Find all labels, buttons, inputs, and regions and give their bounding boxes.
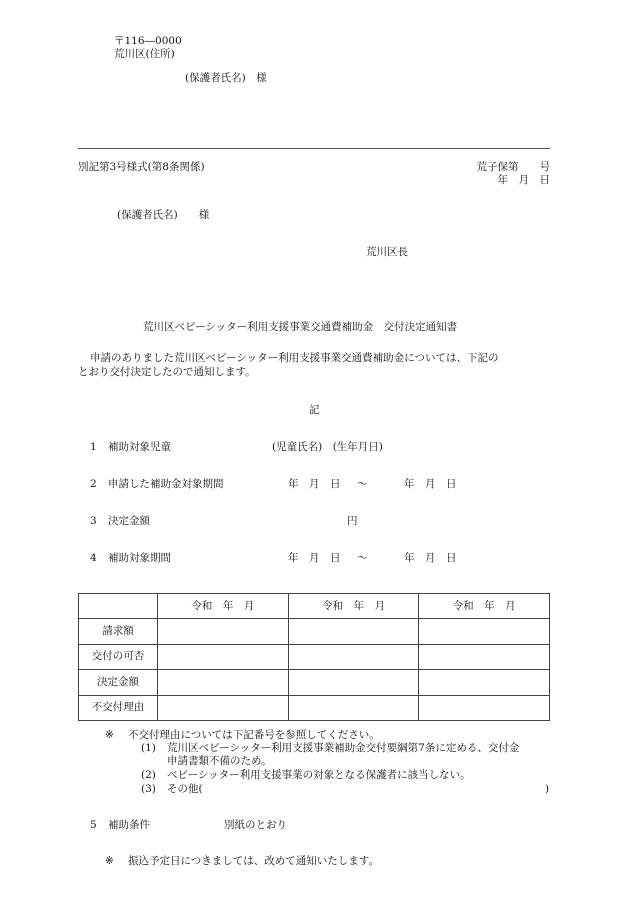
- note-1-line-1: 荒川区ベビーシッター利用支援事業補助金交付要綱第7条に定める、交付金: [167, 742, 520, 754]
- table-cell: [419, 644, 550, 669]
- item-4-label: 補助対象期間: [108, 552, 171, 564]
- item-2-to-date: 年 月 日: [404, 478, 457, 490]
- item-2-number: 2: [90, 478, 97, 490]
- row-label-claim-amount: 請求額: [79, 619, 158, 644]
- form-number: 別記第3号様式(第8条関係): [78, 161, 205, 173]
- table-row: [79, 695, 550, 720]
- item-3-number: 3: [90, 515, 97, 527]
- table-row: [79, 619, 550, 644]
- item-2-tilde: ～: [357, 478, 368, 490]
- document-title: 荒川区ベビーシッター利用支援事業交通費補助金 交付決定通知書: [143, 321, 458, 333]
- note-intro: 不交付理由については下記番号を参照してください。: [128, 729, 380, 741]
- note-3-line-1: その他(: [167, 783, 203, 795]
- table-row: [79, 670, 550, 695]
- table-cell: [158, 619, 289, 644]
- item-2-from-date: 年 月 日: [288, 478, 341, 490]
- note-1-number: (1): [141, 742, 156, 754]
- postal-code: 〒116―0000: [114, 35, 182, 47]
- item-4-number: 4: [90, 552, 97, 564]
- item-3-label: 決定金額: [108, 515, 150, 527]
- table-cell: [288, 619, 419, 644]
- table-header-row: [79, 594, 550, 619]
- table-column-header: 令和 年 月: [419, 594, 550, 619]
- table-cell: [288, 670, 419, 695]
- intro-line-2: とおり交付決定したので通知します。: [78, 366, 256, 378]
- document-number: 荒子保第 号: [476, 161, 550, 173]
- table-row: [79, 644, 550, 669]
- divider-line: [78, 148, 550, 149]
- row-label-rejection-reason: 不交付理由: [79, 695, 158, 720]
- table-cell: [158, 644, 289, 669]
- item-1-number: 1: [90, 441, 97, 453]
- note-2-line-1: ベビーシッター利用支援事業の対象となる保護者に該当しない。: [167, 769, 471, 781]
- table-cell: [288, 644, 419, 669]
- note-3-number: (3): [141, 783, 156, 795]
- row-label-approval: 交付の可否: [79, 644, 158, 669]
- intro-line-1: 申請のありました荒川区ベビーシッター利用支援事業交通費補助金については、下記の: [90, 352, 499, 364]
- note-3-close-paren: ): [545, 783, 550, 795]
- address: 荒川区(住所): [114, 48, 175, 60]
- item-4-from-date: 年 月 日: [288, 552, 341, 564]
- table-corner-cell: [79, 594, 158, 619]
- item-2-label: 申請した補助金対象期間: [108, 478, 224, 490]
- table-cell: [158, 670, 289, 695]
- item-5-number: 5: [90, 819, 97, 831]
- table-cell: [288, 695, 419, 720]
- item-5-value: 別紙のとおり: [224, 819, 287, 831]
- item-5-label: 補助条件: [108, 819, 150, 831]
- sender: 荒川区長: [366, 246, 408, 258]
- item-3-value: 円: [347, 515, 358, 527]
- row-label-decided-amount: 決定金額: [79, 670, 158, 695]
- item-1-value: (児童氏名) (生年月日): [272, 441, 383, 453]
- envelope-addressee: (保護者氏名) 様: [185, 72, 267, 84]
- note-mark: ※: [105, 729, 114, 741]
- table-column-header: 令和 年 月: [288, 594, 419, 619]
- table-cell: [419, 695, 550, 720]
- recipient: (保護者氏名) 様: [117, 209, 210, 221]
- table-column-header: 令和 年 月: [158, 594, 289, 619]
- table-cell: [419, 670, 550, 695]
- footer-note-text: 振込予定日につきましては、改めて通知いたします。: [128, 855, 379, 867]
- table-cell: [419, 619, 550, 644]
- item-4-to-date: 年 月 日: [404, 552, 457, 564]
- footer-note-mark: ※: [105, 855, 114, 867]
- table-cell: [158, 695, 289, 720]
- issue-date: 年 月 日: [497, 174, 550, 186]
- note-2-number: (2): [141, 769, 156, 781]
- note-1-line-2: 申請書類不備のため。: [167, 755, 272, 767]
- item-1-label: 補助対象児童: [108, 441, 171, 453]
- ki-heading: 記: [309, 404, 320, 416]
- item-4-tilde: ～: [357, 552, 368, 564]
- grant-table: [78, 593, 550, 721]
